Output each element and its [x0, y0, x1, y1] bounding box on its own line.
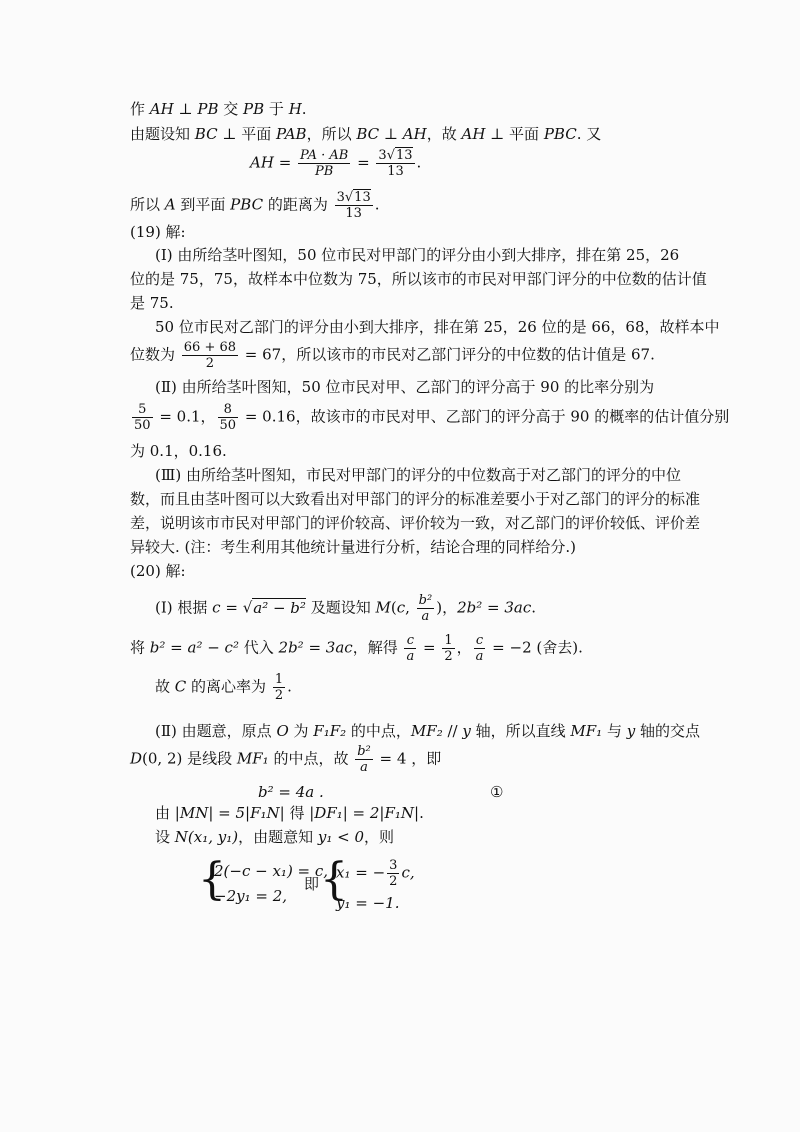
s18-line2: [130, 127, 601, 142]
text: =: [273, 153, 297, 172]
s20-p1: [155, 593, 536, 624]
s19-p4-line4: 异较大. (注：考生利用其他统计量进行分析，结论合理的同样给分.): [130, 538, 577, 556]
fraction: [355, 744, 373, 775]
math: PAB: [275, 125, 307, 143]
s18-eq-ah: [250, 148, 421, 179]
denominator: 13: [387, 164, 404, 179]
text: .: [531, 598, 537, 617]
fraction: [404, 633, 416, 664]
s19-p4-line2: 数，而且由茎叶图可以大致看出对甲部门的评分的标准差要小于对乙部门的评分的标准: [130, 490, 701, 508]
denominator: 2: [444, 649, 453, 664]
math: x₁ = −: [336, 863, 386, 882]
text: 与: [602, 722, 627, 740]
denominator: a: [475, 649, 484, 664]
math: BC: [194, 125, 218, 143]
math: MF₂: [410, 722, 443, 740]
text: .: [416, 153, 422, 172]
left-brace-icon: {: [198, 854, 226, 905]
math: |MN| = 5|F₁N|: [174, 804, 285, 822]
coefficient: 3: [378, 148, 387, 163]
math: b² = a² − c²: [149, 638, 239, 657]
numerator: 1: [444, 633, 453, 648]
solution-row1: [336, 858, 415, 889]
numerator: PA · AB: [300, 148, 349, 163]
math: AH: [461, 125, 486, 143]
fraction: [335, 190, 373, 221]
text: ⊥: [379, 125, 403, 143]
text: //: [442, 722, 463, 740]
text: ，故: [426, 125, 462, 143]
numerator: 3: [389, 858, 398, 873]
text: ，: [456, 638, 472, 657]
text: 轴的交点: [635, 722, 700, 740]
text: = 4 ，即: [374, 749, 442, 768]
text: ⊥: [173, 100, 198, 118]
s20-eq-b: b² = 4a .: [258, 783, 324, 801]
text: .: [374, 195, 380, 214]
denominator: PB: [315, 164, 334, 179]
fraction: [182, 340, 238, 371]
text: 将: [130, 638, 150, 657]
fraction: [474, 633, 486, 664]
math: PBC: [230, 195, 264, 214]
math: MF₁: [570, 722, 603, 740]
text: 故: [155, 677, 175, 696]
text: =: [220, 598, 243, 617]
equation-number: ①: [490, 783, 504, 801]
s19-p1-line3: 是 75.: [130, 294, 174, 312]
numerator: b²: [357, 744, 371, 759]
math: D: [130, 749, 143, 768]
denominator: a: [406, 649, 415, 664]
numerator: 66 + 68: [183, 340, 237, 355]
text: 所以: [130, 195, 165, 214]
text: = 0.16，故该市的市民对甲、乙部门的评分高于 90 的概率的估计值分别: [240, 407, 730, 426]
text: (Ⅰ) 根据: [155, 598, 213, 617]
text: = −2 (舍去): [487, 638, 579, 657]
s19-p3-line2: [130, 402, 729, 433]
system-row2: −2y₁ = 2,: [214, 887, 288, 905]
solution-row2: y₁ = −1.: [336, 894, 400, 912]
s19-p1-line1: (Ⅰ) 由所给茎叶图知，50 位市民对甲部门的评分由小到大排序，排在第 25，26: [155, 246, 680, 264]
text: ，由题意知: [238, 828, 318, 846]
numerator: c: [474, 633, 486, 649]
math: y: [462, 722, 471, 740]
text: 的中点，: [346, 722, 411, 740]
math: AH: [250, 153, 274, 172]
math: AH: [149, 100, 174, 118]
text: ，解得: [352, 638, 403, 657]
radicand: a² − b²: [253, 598, 306, 617]
s20-p6: [155, 830, 394, 845]
system-connector: 即: [304, 875, 320, 893]
text: 为: [288, 722, 314, 740]
text: 的距离为: [263, 195, 333, 214]
denominator: 2: [205, 356, 215, 371]
left-brace-icon: {: [320, 854, 348, 905]
math: C: [174, 677, 187, 696]
text: 由: [155, 804, 175, 822]
math: A: [164, 195, 176, 214]
s20-p5: [155, 806, 424, 821]
text: .: [578, 638, 583, 657]
math: H: [288, 100, 302, 118]
fraction: [132, 402, 153, 433]
text: ，则: [364, 828, 395, 846]
sqrt-symbol: √: [386, 148, 395, 163]
coefficient: 3: [336, 190, 345, 205]
text: =: [418, 638, 441, 657]
text: ⊥ 平面: [485, 125, 544, 143]
denominator: 50: [219, 418, 237, 433]
text: (Ⅱ) 由题意，原点: [155, 722, 277, 740]
denominator: 50: [134, 418, 151, 433]
s18-line3: [130, 190, 380, 221]
text: =: [352, 153, 375, 172]
sqrt-symbol: √: [242, 598, 253, 617]
math: 2b² = 3ac: [278, 638, 353, 657]
numerator: 8: [218, 402, 239, 418]
math: PB: [243, 100, 265, 118]
fraction: [218, 402, 239, 433]
text: 轴，所以直线: [470, 722, 571, 740]
s20-heading: (20) 解:: [130, 562, 186, 580]
s20-p2: [130, 633, 583, 664]
text: 作: [130, 100, 150, 118]
s19-p4-line1: (Ⅲ) 由所给茎叶图知，市民对甲部门的评分的中位数高于对乙部门的评分的中位: [155, 466, 681, 484]
text: 设: [155, 828, 175, 846]
math: c: [212, 598, 221, 617]
numerator: 1: [274, 672, 284, 687]
s19-p4-line3: 差，说明该市市民对甲部门的评价较高、评价较为一致，对乙部门的评价较低、评价差: [130, 514, 701, 532]
s19-p2-line1: 50 位市民对乙部门的评分由小到大排序，排在第 25，26 位的是 66，68，故样本中: [155, 318, 720, 336]
denominator: a: [360, 760, 368, 775]
text: ，所以: [306, 125, 357, 143]
text: 交: [218, 100, 244, 118]
text: 的离心率为: [186, 677, 271, 696]
math: BC: [356, 125, 380, 143]
text: 的中点，故: [268, 749, 354, 768]
math: c,: [401, 863, 415, 882]
text: 于: [264, 100, 289, 118]
numerator: 5: [132, 402, 153, 418]
text: ,: [405, 598, 415, 617]
math: F₁F₂: [313, 722, 347, 740]
denominator: 13: [345, 206, 362, 221]
text: 及题设知: [305, 598, 376, 617]
fraction: [298, 148, 350, 179]
math: MF₁: [236, 749, 269, 768]
s19-p3-line3: 为 0.1，0.16.: [130, 442, 227, 460]
text: .: [287, 677, 292, 696]
text: 代入: [238, 638, 279, 657]
s18-line1: [130, 102, 307, 117]
math: PBC: [543, 125, 577, 143]
fraction: [273, 672, 285, 703]
math: O: [276, 722, 289, 740]
denominator: 2: [274, 688, 284, 703]
numerator: c: [404, 633, 416, 649]
s20-p4-line2: [130, 744, 441, 775]
text: 位数为: [130, 345, 180, 364]
s19-p2-line2: [130, 340, 655, 371]
fraction: [442, 633, 454, 664]
text: ⊥ 平面: [217, 125, 276, 143]
radicand: 13: [396, 148, 413, 163]
math: c: [396, 598, 406, 617]
fraction: [376, 148, 414, 179]
radicand: 13: [354, 190, 371, 205]
denominator: 2: [389, 874, 398, 889]
s19-p1-line2: 位的是 75，75，故样本中位数为 75，所以该市的市民对甲部门评分的中位数的估计值: [130, 270, 707, 288]
text: . 又: [576, 125, 602, 143]
s20-p4-line1: [155, 724, 700, 739]
sqrt-symbol: √: [344, 190, 354, 205]
system-row1: 2(−c − x₁) = c,: [214, 862, 329, 880]
fraction: [387, 858, 399, 889]
text: = 67，所以该市的市民对乙部门评分的中位数的估计值是 67.: [240, 345, 655, 364]
text: ): [436, 598, 443, 617]
math: y: [626, 722, 636, 740]
math: M: [375, 598, 391, 617]
math: AH: [402, 125, 427, 143]
text: = 0.1，: [154, 407, 216, 426]
math: y₁ < 0: [317, 828, 365, 846]
text: 由题设知: [130, 125, 195, 143]
text: .: [419, 804, 424, 822]
s20-p3: [155, 672, 292, 703]
math: |DF₁| = 2|F₁N|: [309, 804, 420, 822]
math: PB: [197, 100, 219, 118]
s19-p3-line1: (Ⅱ) 由所给茎叶图知，50 位市民对甲、乙部门的评分高于 90 的比率分别为: [155, 378, 655, 396]
text: (: [390, 598, 397, 617]
math: N(x₁, y₁): [174, 828, 239, 846]
text: .: [301, 100, 307, 118]
numerator: b²: [418, 593, 433, 608]
text: 到平面: [175, 195, 231, 214]
fraction: [417, 593, 435, 624]
s19-heading: (19) 解:: [130, 223, 186, 241]
math: 2b² = 3ac: [457, 598, 532, 617]
denominator: a: [421, 609, 430, 624]
text: (0, 2) 是线段: [142, 749, 237, 768]
text: 得: [284, 804, 310, 822]
text: ，: [442, 598, 458, 617]
